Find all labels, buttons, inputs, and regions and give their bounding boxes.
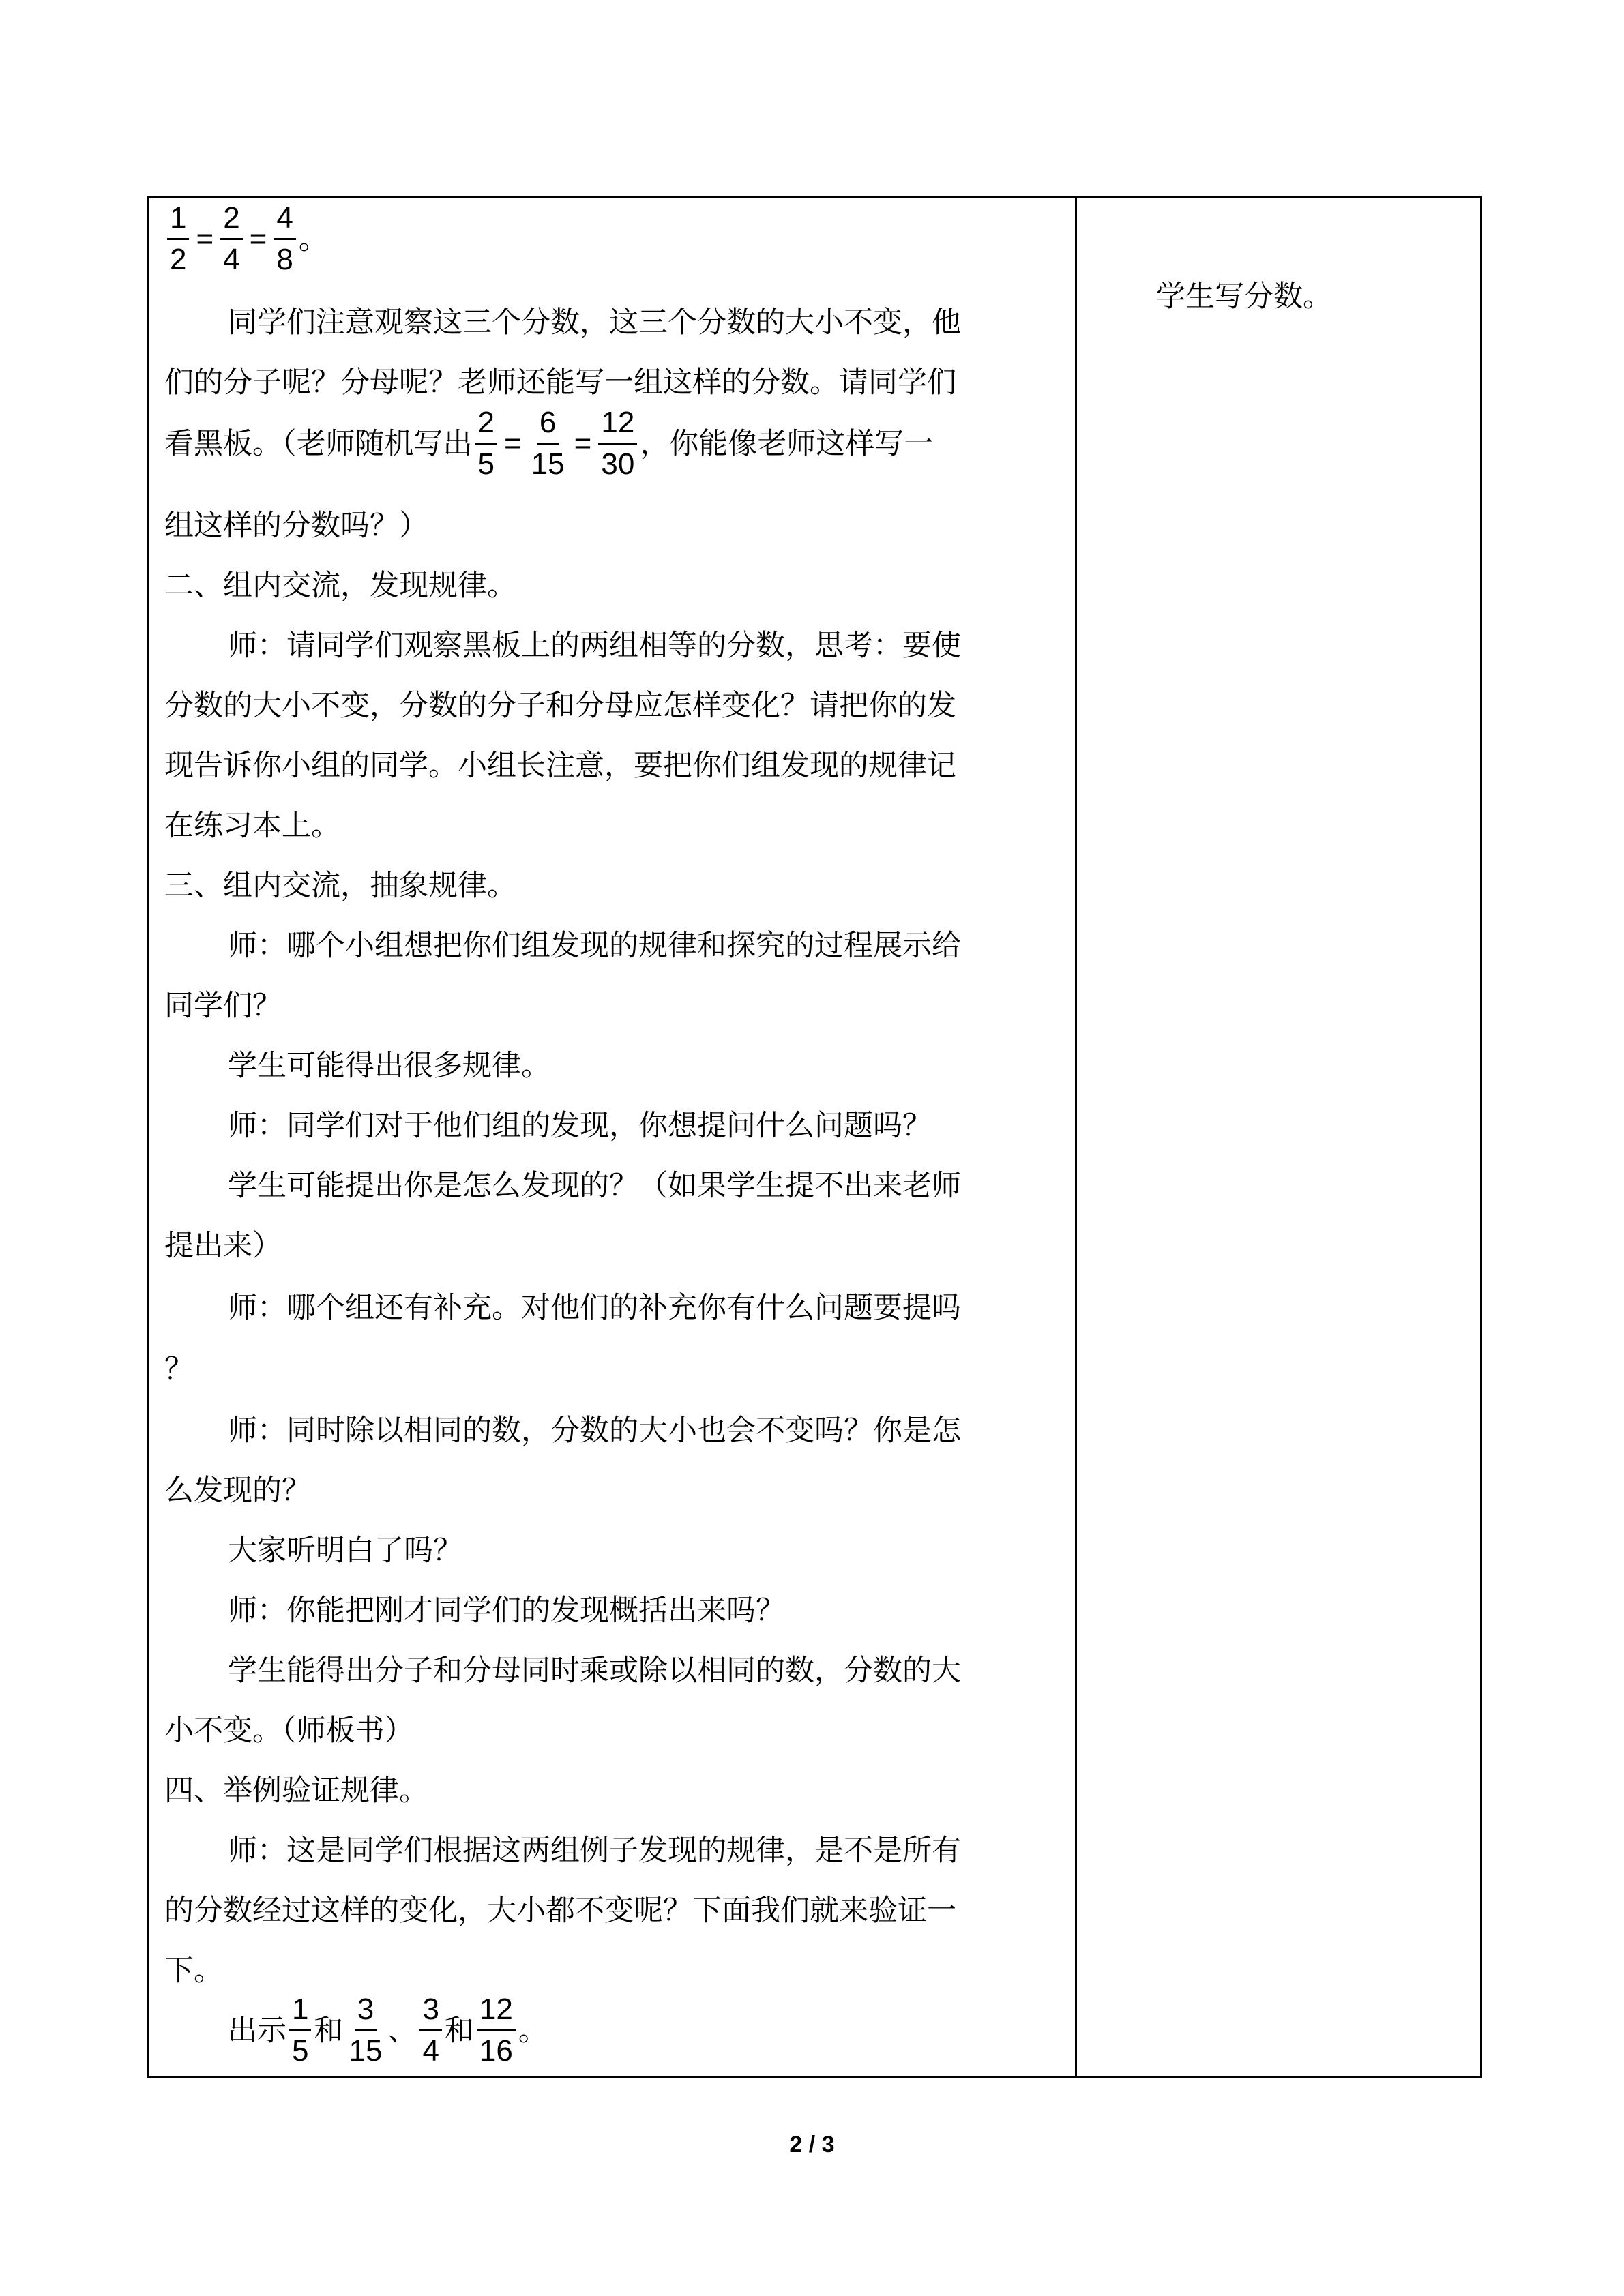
fraction-equation-line [164, 404, 933, 483]
section-heading: 三、组内交流，抽象规律。 [164, 869, 516, 903]
numerator: 12 [598, 404, 637, 445]
equals-sign: = [503, 426, 522, 460]
conjunction: 和 [314, 2013, 344, 2048]
denominator: 15 [531, 447, 565, 481]
separator: 、 [387, 2013, 417, 2048]
fraction [529, 404, 567, 483]
text-line: 师：这是同学们根据这两组例子发现的规律，是不是所有 [228, 1834, 961, 1868]
section-heading: 四、举例验证规律。 [164, 1774, 428, 1808]
numerator: 2 [475, 404, 497, 445]
text-line: 同学们注意观察这三个分数，这三个分数的大小不变，他 [228, 305, 961, 340]
equals-sign: = [574, 426, 592, 460]
full-stop: 。 [518, 2013, 548, 2048]
fraction [477, 1991, 516, 2070]
full-stop: 。 [298, 222, 328, 256]
denominator: 4 [223, 243, 240, 276]
text-line: 小不变。（师板书） [164, 1714, 414, 1748]
text-line: 师：哪个组还有补充。对他们的补充你有什么问题要提吗 [228, 1291, 961, 1325]
text-before: 看黑板。（老师随机写出 [164, 426, 473, 461]
column-divider [1075, 196, 1077, 2078]
denominator: 8 [276, 243, 293, 276]
fraction [289, 1991, 311, 2070]
text-line: 学生能得出分子和分母同时乘或除以相同的数，分数的大 [228, 1654, 961, 1688]
section-heading: 二、组内交流，发现规律。 [164, 569, 516, 603]
numerator: 6 [537, 404, 559, 445]
text-line: 分数的大小不变，分数的分子和分母应怎样变化？请把你的发 [164, 689, 956, 723]
text-line: 们的分子呢？分母呢？老师还能写一组这样的分数。请同学们 [164, 366, 956, 400]
text-line: ？ [164, 1352, 194, 1386]
text-line: 学生可能提出你是怎么发现的？（如果学生提不出来老师 [228, 1169, 961, 1203]
denominator: 4 [422, 2034, 439, 2068]
text-after: ，你能像老师这样写一 [640, 426, 934, 461]
numerator: 1 [289, 1991, 311, 2031]
text-line: 师：你能把刚才同学们的发现概括出来吗？ [228, 1594, 785, 1628]
text-line: 同学们？ [164, 989, 282, 1023]
text-line: 在练习本上。 [164, 809, 340, 843]
denominator: 5 [292, 2034, 309, 2068]
text-line: 么发现的？ [164, 1474, 311, 1508]
fraction-equation-line [164, 200, 328, 278]
text-line: 大家听明白了吗？ [228, 1534, 462, 1568]
fraction [167, 200, 189, 278]
denominator: 15 [349, 2034, 383, 2068]
fraction [220, 200, 242, 278]
fraction [598, 404, 637, 483]
numerator: 2 [220, 200, 242, 240]
text-line: 现告诉你小组的同学。小组长注意，要把你们组发现的规律记 [164, 749, 956, 783]
text-line: 师：同学们对于他们组的发现，你想提问什么问题吗？ [228, 1109, 932, 1143]
denominator: 16 [479, 2034, 513, 2068]
numerator: 1 [167, 200, 189, 240]
fraction [274, 200, 295, 278]
text-before: 出示 [228, 2013, 286, 2048]
denominator: 30 [601, 447, 635, 481]
student-activity-note: 学生写分数。 [1156, 280, 1332, 314]
fraction-example-line [228, 1991, 548, 2070]
text-line: 组这样的分数吗？） [164, 509, 428, 543]
text-line: 师：同时除以相同的数，分数的大小也会不变吗？你是怎 [228, 1414, 961, 1448]
text-line: 学生可能得出很多规律。 [228, 1049, 550, 1083]
text-line: 下。 [164, 1954, 223, 1988]
page-number: 2 / 3 [789, 2132, 835, 2158]
text-line: 师：哪个小组想把你们组发现的规律和探究的过程展示给 [228, 929, 961, 963]
numerator: 12 [477, 1991, 516, 2031]
equals-sign: = [249, 222, 267, 256]
fraction [475, 404, 497, 483]
conjunction: 和 [444, 2013, 474, 2048]
text-line: 提出来） [164, 1229, 282, 1263]
denominator: 2 [170, 243, 187, 276]
text-line: 的分数经过这样的变化，大小都不变呢？下面我们就来验证一 [164, 1894, 956, 1928]
fraction [346, 1991, 385, 2070]
numerator: 3 [355, 1991, 377, 2031]
numerator: 3 [419, 1991, 441, 2031]
numerator: 4 [274, 200, 295, 240]
text-line: 师：请同学们观察黑板上的两组相等的分数，思考：要使 [228, 629, 961, 663]
fraction [419, 1991, 441, 2070]
denominator: 5 [477, 447, 494, 481]
equals-sign: = [196, 222, 214, 256]
